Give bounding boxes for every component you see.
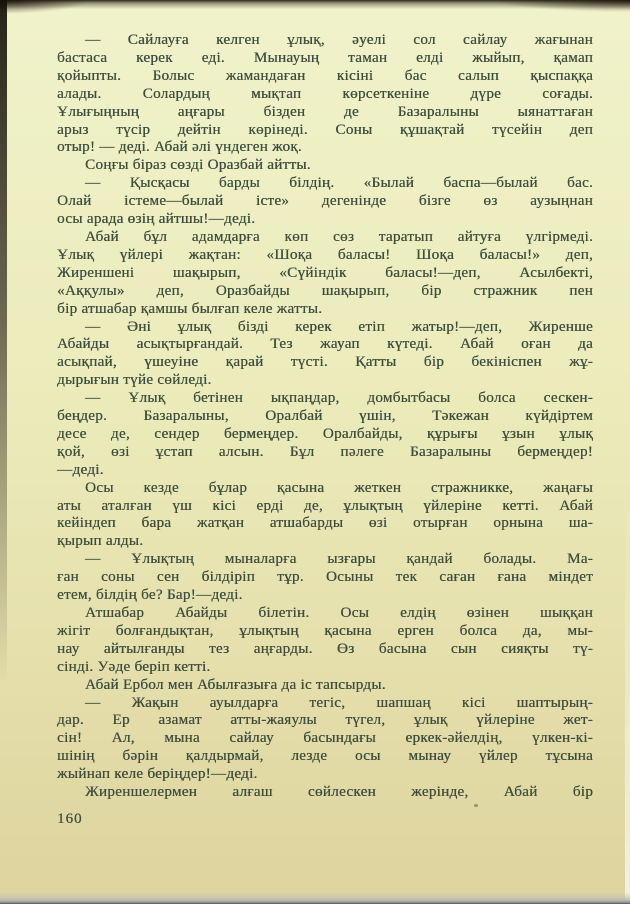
text-line: — Жақын ауылдарға тегіс, шапшаң кісі шаптырың-	[85, 693, 593, 711]
paragraph	[57, 604, 593, 676]
paragraph	[57, 694, 593, 784]
text-line: Осы кезде бұлар қасына жеткен стражникке, жаңағы	[85, 478, 593, 496]
scan-edge-right	[625, 484, 630, 904]
text-line: Абай Ербол мен Абылғазыға да іс тапсырды.	[85, 675, 386, 693]
paragraph	[57, 156, 593, 174]
paragraph	[57, 479, 593, 551]
text-line: осы арада өзің айтшы!—деді.	[57, 210, 256, 228]
scan-edge-top	[0, 0, 630, 9]
text-line: Ұлығыңның аңғары бізден де Базаралыны ыянаттаған	[57, 102, 593, 120]
text-line: — Ұлықтың мыналарға ызғары қандай болады. Ма-	[85, 550, 593, 568]
text-line: жыйнап келе беріңдер!—деді.	[57, 765, 258, 783]
paragraph	[57, 389, 593, 479]
text-line: ған соны сен білдіріп тұр. Осыны тек саған ғана міндет	[57, 568, 593, 586]
text-line: асықпай, үшеуіне қарай түсті. Қатты бір бекініспен жұ-	[57, 353, 593, 371]
text-line: аты аталған үш кісі ерді де, ұлықтың үйлеріне кетті. Абай	[57, 496, 593, 514]
text-line: Олай істеме—былай істе» дегенінде бізге өз аузыңнан	[57, 192, 593, 210]
text-line: — Қысқасы барды білдің. «Былай баспа—былай бас.	[85, 174, 593, 192]
text-line: — Әні ұлық бізді керек етіп жатыр!—деп, Жиренше	[85, 317, 593, 335]
text-line: нау айтылғанды тез аңғарды. Өз басына сын сияқты тү-	[57, 639, 593, 657]
text-line: беңдер. Базаралыны, Оралбай үшін, Тәкежан күйдіртем	[57, 407, 593, 425]
text-line: арыз түсір дейтін көрінеді. Соны құшақтай түсейін деп	[57, 120, 593, 138]
paragraph	[57, 228, 593, 318]
ink-speck	[474, 804, 478, 807]
text-line: Ұлық үйлері жақтан: «Шоқа баласы! Шоқа баласы!» деп,	[57, 245, 593, 263]
text-line: шінің бәрін қалдырмай, лезде осы мынау үйлер тұсына	[57, 747, 593, 765]
text-line: етем, білдің бе? Бар!—деді.	[57, 586, 243, 604]
paragraph	[57, 174, 593, 228]
text-line: — Ұлық бетінен ықпаңдар, домбытбасы болса сескен-	[85, 389, 593, 407]
text-line: отыр! — деді. Абай әлі үндеген жоқ.	[57, 138, 302, 156]
text-line: «Аққулы» деп, Оразбайды шақырып, бір стражник пен	[57, 281, 593, 299]
scan-edge-left	[0, 0, 7, 720]
text-line: десе де, сендер бермеңдер. Оралбайды, құрығы ұзын ұлық	[57, 424, 593, 442]
text-line: қой, өзі ұстап алсын. Бұл пәлеге Базаралыны бермеңдер!	[57, 442, 593, 460]
text-line: Жиреншені шақырып, «Сүйіндік баласы!—деп, Асылбекті,	[57, 263, 593, 281]
paragraph	[57, 31, 593, 156]
text-line: — Сайлауға келген ұлық, әуелі сол сайлау жағынан	[85, 31, 593, 48]
text-line: бастаса керек еді. Мынауың таман елді жыйып, қамап	[57, 48, 593, 66]
text-line: дырығын түйе сөйледі.	[57, 371, 212, 389]
text-line: —деді.	[57, 460, 104, 478]
paragraph	[57, 676, 593, 694]
text-line: қойыпты. Болыс жамандаған кісіні бас салып қыспаққа	[57, 66, 593, 84]
paragraph	[57, 783, 593, 801]
text-line: сін! Ал, мына сайлау басындағы еркек-әйелдің, үлкен-кі-	[57, 729, 593, 747]
paragraph	[57, 550, 593, 604]
text-line: жігіт болғандықтан, ұлықтың қасына ерген болса да, мы-	[57, 621, 593, 639]
text-line: сінді. Уәде беріп кетті.	[57, 657, 211, 675]
scan-edge-bottom	[0, 892, 630, 904]
paragraph	[57, 318, 593, 390]
text-block	[57, 31, 593, 801]
text-line: Абай бұл адамдарға көп сөз таратып айтуға үлгірмеді.	[85, 227, 593, 245]
text-line: Атшабар Абайды білетін. Осы елдің өзінен шыққан	[85, 604, 593, 621]
text-line: Абайды асықтырғандай. Тез жауап күтеді. Абай оған да	[57, 335, 593, 353]
page-number: 160	[57, 811, 83, 827]
text-line: дар. Ер азамат атты-жаяулы түгел, ұлық үйлеріне жет-	[57, 711, 593, 729]
text-line: Соңғы біраз сөзді Оразбай айтты.	[85, 156, 311, 174]
text-line: қырып алды.	[57, 532, 144, 550]
text-line: кейіндеп бара жатқан атшабарды өзі отырған орнына ша-	[57, 514, 593, 532]
text-line: Жиреншелермен алғаш сөйлескен жерінде, Абай бір	[85, 783, 593, 801]
text-line: алады. Солардың мықтап көрсеткеніне дүре соғады.	[57, 84, 593, 102]
text-line: бір атшабар қамшы былғап келе жатты.	[57, 299, 323, 317]
